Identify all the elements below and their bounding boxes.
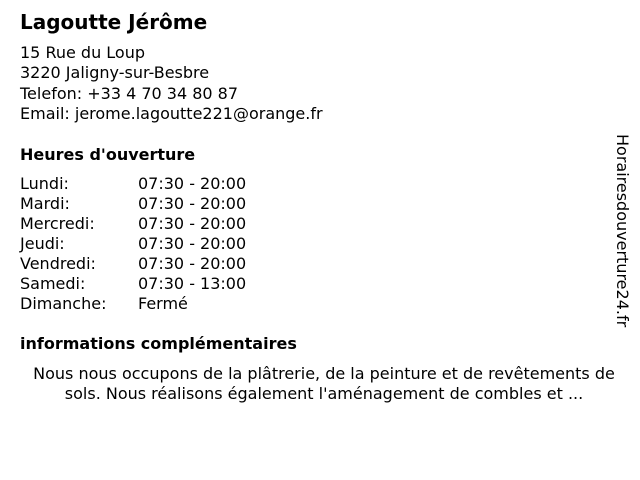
- address-city: 3220 Jaligny-sur-Besbre: [20, 63, 210, 83]
- opening-hours-table: [20, 174, 246, 314]
- hours-time: 07:30 - 20:00: [138, 174, 247, 193]
- hours-row: [20, 274, 246, 294]
- business-name: Lagoutte Jérôme: [20, 10, 208, 34]
- hours-time: 07:30 - 13:00: [138, 274, 247, 293]
- hours-row: [20, 194, 246, 214]
- business-description: Nous nous occupons de la plâtrerie, de la peinture et de revêtements de sols. Nous réalisons également l'aménagement de combles et ...: [33, 364, 615, 403]
- hours-day: Vendredi:: [20, 254, 96, 273]
- hours-day: Jeudi:: [20, 234, 65, 253]
- hours-day: Samedi:: [20, 274, 86, 293]
- hours-row: [20, 234, 246, 254]
- additional-info-heading: informations complémentaires: [20, 334, 297, 353]
- hours-row: [20, 174, 246, 194]
- hours-row: [20, 254, 246, 274]
- hours-time: 07:30 - 20:00: [138, 214, 247, 233]
- site-watermark: Horairesdouverture24.fr: [613, 134, 632, 328]
- address-street: 15 Rue du Loup: [20, 43, 146, 62]
- hours-time: Fermé: [138, 294, 188, 313]
- hours-time: 07:30 - 20:00: [138, 254, 247, 273]
- email-address: Email: jerome.lagoutte221@orange.fr: [20, 103, 323, 123]
- hours-day: Mardi:: [20, 194, 70, 213]
- contact-block: [20, 43, 323, 124]
- phone-number: Telefon: +33 4 70 34 80 87: [20, 83, 239, 103]
- hours-time: 07:30 - 20:00: [138, 234, 247, 253]
- opening-hours-heading: Heures d'ouverture: [20, 145, 196, 164]
- hours-day: Lundi:: [20, 174, 69, 193]
- hours-row: [20, 214, 246, 234]
- hours-row: [20, 294, 246, 314]
- hours-day: Dimanche:: [20, 294, 107, 313]
- hours-time: 07:30 - 20:00: [138, 194, 247, 213]
- hours-day: Mercredi:: [20, 214, 95, 233]
